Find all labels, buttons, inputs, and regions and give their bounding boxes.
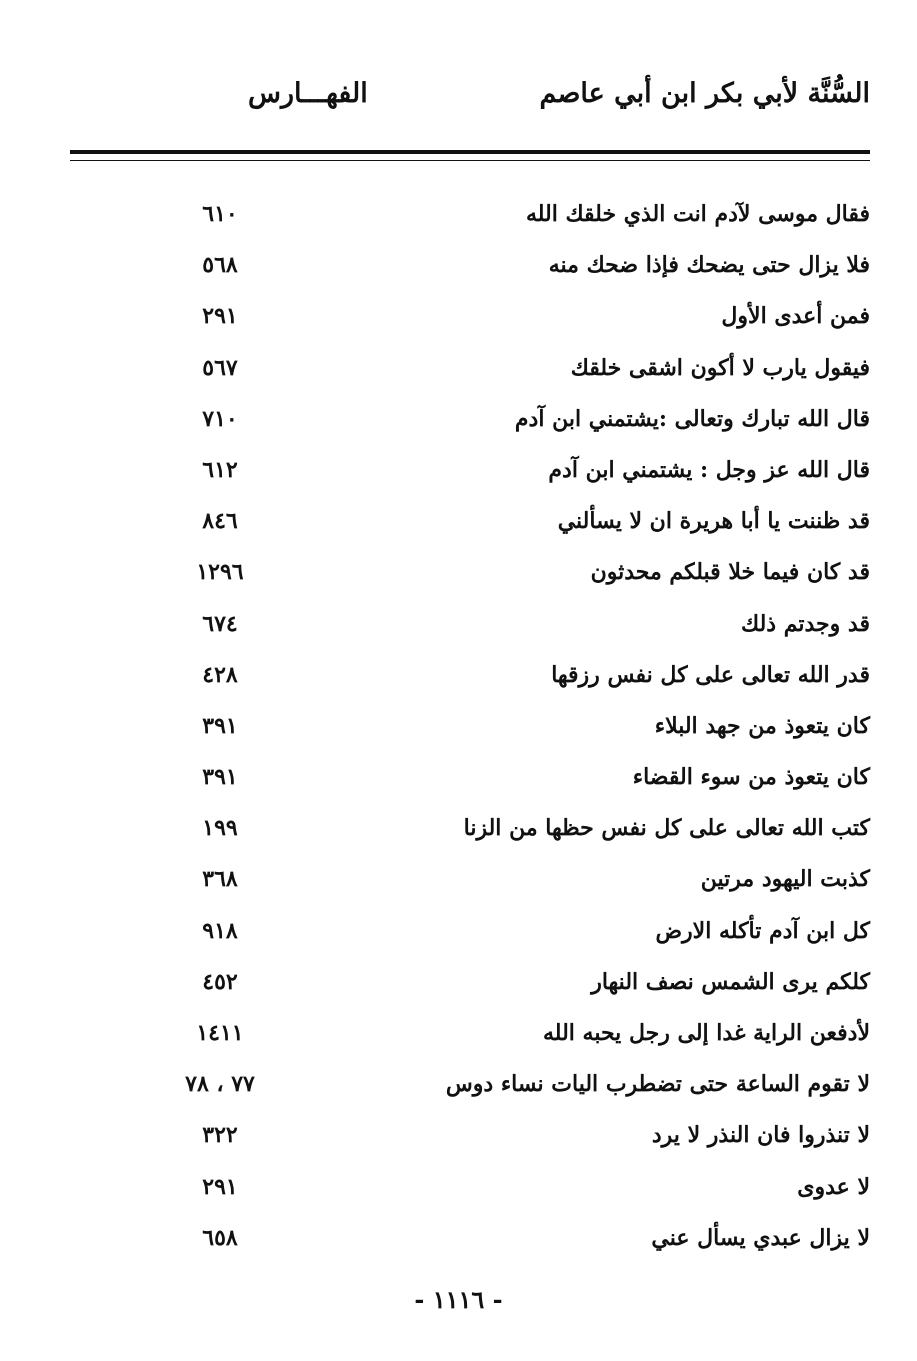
index-entry-list — [170, 197, 870, 1272]
entry-reference-number: ٩١٨ — [202, 917, 238, 944]
header-rule-thin — [70, 160, 870, 161]
entry-text: لا يزال عبدي يسأل عني — [651, 1224, 870, 1251]
entry-text: كل ابن آدم تأكله الارض — [655, 917, 870, 944]
index-entry — [170, 914, 870, 965]
index-entry — [170, 862, 870, 913]
entry-text: قد وجدتم ذلك — [741, 610, 870, 637]
index-entry — [170, 351, 870, 402]
entry-text: قد ظننت يا أبا هريرة ان لا يسألني — [557, 508, 870, 535]
entry-reference-number: ١٩٩ — [202, 815, 238, 842]
entry-text: فلا يزال حتى يضحك فإذا ضحك منه — [548, 252, 870, 279]
entry-reference-number: ٨٤٦ — [202, 508, 238, 535]
page-header — [70, 78, 870, 128]
entry-reference-number: ١٤١١ — [196, 1020, 244, 1046]
header-rule-thick — [70, 150, 870, 154]
entry-text: لا عدوى — [797, 1173, 870, 1200]
page-number: - ١١١٦ - — [414, 1285, 503, 1314]
index-entry — [170, 760, 870, 811]
entry-text: كان يتعوذ من جهد البلاء — [654, 712, 870, 739]
entry-reference-number: ٥٦٨ — [202, 252, 238, 279]
index-entry — [170, 555, 870, 606]
index-entry — [170, 709, 870, 760]
entry-reference-number: ٣٩١ — [202, 764, 238, 791]
entry-reference-number: ٣٦٨ — [202, 866, 238, 893]
index-entry — [170, 453, 870, 504]
index-entry — [170, 965, 870, 1016]
section-title: الفهـــارس — [248, 78, 368, 109]
index-entry — [170, 1170, 870, 1221]
entry-reference-number: ٤٥٢ — [202, 968, 238, 995]
entry-text: لا تقوم الساعة حتى تضطرب اليات نساء دوس — [445, 1071, 870, 1098]
entry-text: فيقول يارب لا أكون اشقى خلقك — [570, 354, 870, 381]
index-entry — [170, 248, 870, 299]
entry-text: قال الله تبارك وتعالى :يشتمني ابن آدم — [514, 405, 870, 432]
entry-reference-number: ٧١٠ — [202, 405, 238, 432]
entry-reference-number: ٦١٢ — [202, 456, 238, 483]
entry-reference-number: ٤٢٨ — [202, 661, 238, 688]
entry-reference-number: ٢٩١ — [202, 303, 238, 330]
book-title: السُّنَّة لأبي بكر ابن أبي عاصم — [539, 78, 870, 109]
entry-text: فمن أعدى الأول — [721, 303, 870, 330]
entry-reference-number: ٧٧ ، ٧٨ — [185, 1071, 255, 1098]
index-entry — [170, 299, 870, 350]
entry-reference-number: ٦٥٨ — [202, 1224, 238, 1251]
entry-text: كتب الله تعالى على كل نفس حظها من الزنا — [463, 815, 870, 842]
entry-text: قال الله عز وجل : يشتمني ابن آدم — [548, 456, 870, 483]
index-entry — [170, 1118, 870, 1169]
index-entry — [170, 658, 870, 709]
entry-text: لا تنذروا فان النذر لا يرد — [651, 1122, 870, 1149]
index-entry — [170, 504, 870, 555]
entry-reference-number: ٣٢٢ — [202, 1122, 238, 1149]
index-entry — [170, 402, 870, 453]
entry-text: كذبت اليهود مرتين — [700, 866, 870, 893]
index-entry — [170, 1221, 870, 1272]
entry-text: لأدفعن الراية غدا إلى رجل يحبه الله — [542, 1020, 870, 1046]
entry-reference-number: ٦١٠ — [202, 201, 238, 227]
entry-reference-number: ١٢٩٦ — [196, 559, 244, 586]
entry-text: قد كان فيما خلا قبلكم محدثون — [590, 559, 870, 586]
entry-text: فقال موسى لآدم انت الذي خلقك الله — [525, 201, 870, 227]
index-entry — [170, 1016, 870, 1067]
entry-reference-number: ٦٧٤ — [202, 610, 238, 637]
entry-reference-number: ٥٦٧ — [202, 354, 238, 381]
index-entry — [170, 607, 870, 658]
index-entry — [170, 197, 870, 248]
entry-text: كلكم يرى الشمس نصف النهار — [591, 968, 870, 995]
index-entry — [170, 811, 870, 862]
entry-text: قدر الله تعالى على كل نفس رزقها — [551, 661, 870, 688]
entry-text: كان يتعوذ من سوء القضاء — [632, 764, 870, 791]
entry-reference-number: ٢٩١ — [202, 1173, 238, 1200]
entry-reference-number: ٣٩١ — [202, 712, 238, 739]
index-entry — [170, 1067, 870, 1118]
